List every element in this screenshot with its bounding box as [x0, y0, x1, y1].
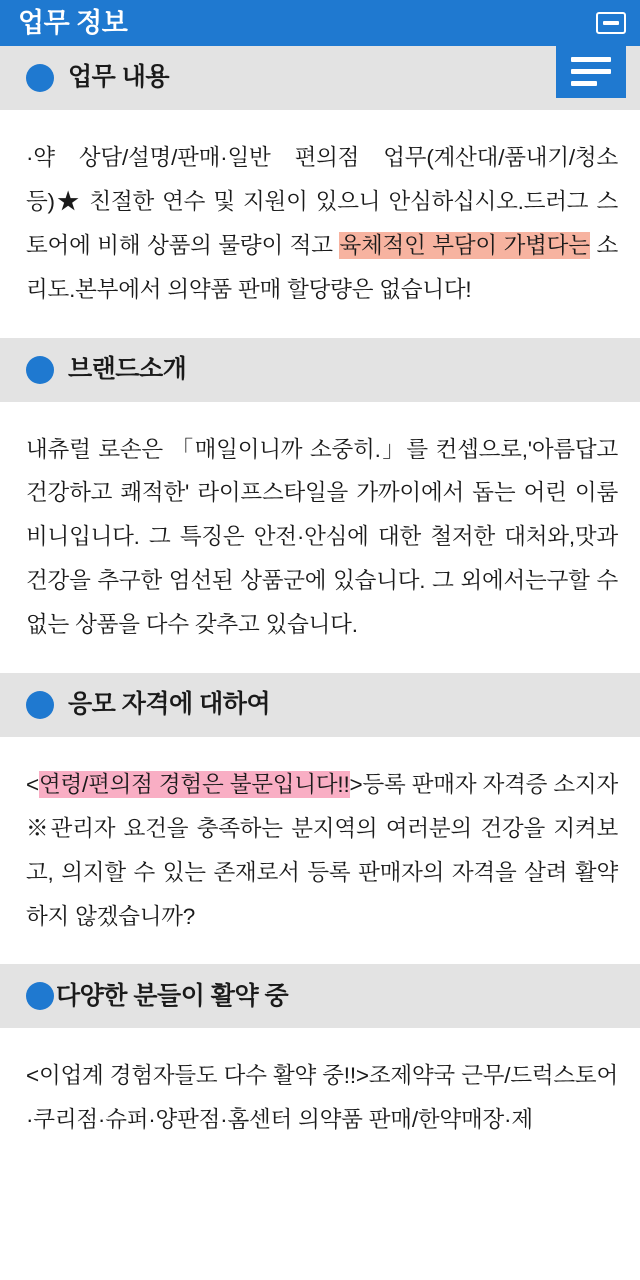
minimize-icon[interactable]: [596, 12, 626, 34]
paragraph-text: ·약 상담/설명/판매·일반 편의점 업무(계산대/품내기/청소 등)★ 친절한 연수 및 지원이 있으니 안심하십시오.드러그 스토어에 비해 상품의 물량이 적고: [26, 145, 618, 258]
section-header-business-content: [0, 46, 640, 110]
paragraph-text: >등록 판매자 자격증 소지자※관리자 요건을 충족하는 분지역의 여러분의 건강을 지켜보고, 의지할 수 있는 존재로서 등록 판매자의 자격을 살려 활약하지 않겠습니까?: [26, 771, 619, 929]
paragraph-text: <: [26, 771, 39, 797]
hamburger-menu-icon[interactable]: [556, 44, 626, 98]
section-header-brand-intro: [0, 338, 640, 402]
section-header-qualification: [0, 673, 640, 737]
minimize-bar: [603, 21, 619, 25]
section-header-diverse-people: [0, 964, 640, 1028]
menu-line-2: [571, 69, 611, 74]
page-title: 업무 정보: [18, 7, 128, 38]
section-title: 업무 내용: [68, 63, 170, 92]
menu-line-1: [571, 57, 611, 62]
section-title: 다양한 분들이 활약 중: [56, 981, 289, 1010]
bullet-icon: [26, 64, 54, 92]
highlighted-text: 육체적인 부담이 가볍다는: [339, 232, 590, 258]
section-body-brand-intro: [0, 402, 640, 673]
paragraph-text: 내츄럴 로손은 「매일이니까 소중히.」를 컨셉으로,'아름답고 건강하고 쾌적한' 라이프스타일을 가까이에서 돕는 어린 이룸비니입니다. 그 특징은 안전·안심에 대한 철저한 대처와,맛과 건강을 추구한 엄선된 상품군에 있습니다. 그 외에서는구할 수 없는 상품을 다수 갖추고 있습니다.: [26, 436, 618, 637]
section-body-diverse-people: [0, 1028, 640, 1168]
highlighted-text: 연령/편의점 경험은 불문입니다!!: [38, 771, 350, 797]
paragraph-text: <이업계 경험자들도 다수 활약 중!!>조제약국 근무/드럭스토어·쿠리점·슈퍼·양판점·홈센터 의약품 판매/한약매장·제: [26, 1063, 618, 1133]
section-body-qualification: [0, 737, 640, 965]
section-title: 브랜드소개: [68, 354, 187, 383]
window-header: [0, 0, 640, 46]
bullet-icon: [26, 691, 54, 719]
paragraph-text: 소리도.본부에서 의약품 판매 할당량은 없습니다!: [26, 232, 619, 302]
menu-line-3: [571, 81, 597, 86]
bullet-icon: [26, 982, 54, 1010]
section-title: 응모 자격에 대하여: [68, 690, 271, 719]
bullet-icon: [26, 356, 54, 384]
section-body-business-content: [0, 110, 640, 338]
